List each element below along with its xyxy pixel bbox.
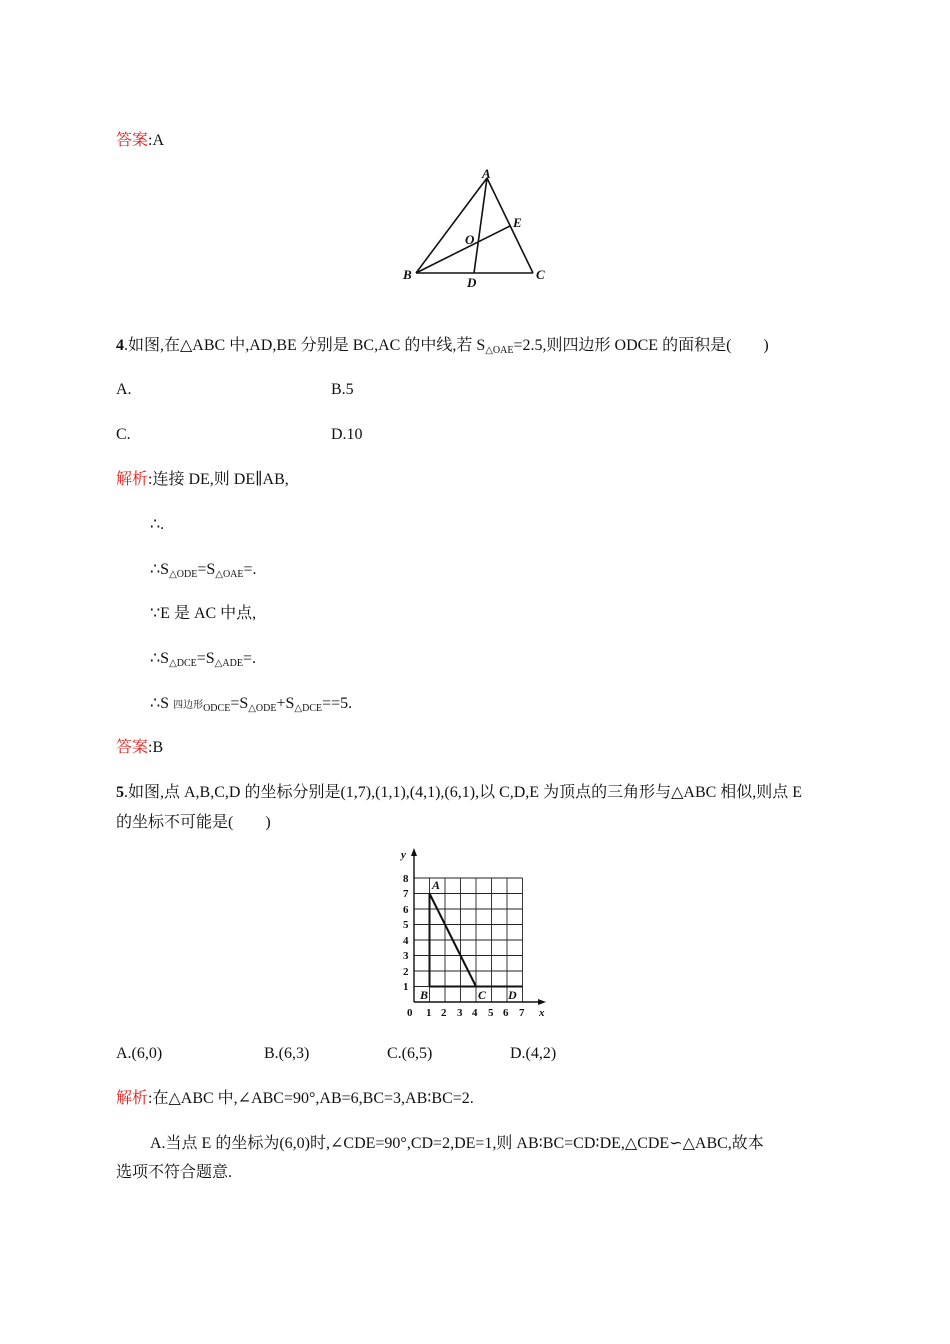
- q4-option-b: B.5: [331, 381, 354, 398]
- q5-option-b: B.(6,3): [264, 1045, 310, 1062]
- q5-stem-line-2: 的坐标不可能是( ): [116, 814, 271, 831]
- q4-text-a: .如图,在△ABC 中,AD,BE 分别是 BC,AC 的中线,若 S: [124, 337, 486, 354]
- y-tick-7: 7: [403, 888, 409, 900]
- label-o: O: [465, 232, 475, 247]
- point-d-label: D: [508, 988, 517, 1002]
- label-a: A: [482, 166, 491, 181]
- y-tick-6: 6: [403, 904, 409, 916]
- y-tick-1: 1: [403, 981, 409, 993]
- label-e: E: [513, 215, 522, 230]
- median-be: [416, 226, 510, 273]
- y-axis-label: y: [401, 849, 406, 861]
- y-tick-8: 8: [403, 873, 409, 885]
- q5-option-d: D.(4,2): [510, 1045, 557, 1062]
- origin-label: 0: [407, 1007, 413, 1019]
- answer-value: :A: [148, 132, 165, 149]
- x-tick-2: 2: [441, 1007, 447, 1019]
- label-d: D: [467, 275, 477, 290]
- x-tick-7: 7: [519, 1007, 525, 1019]
- q4-solution-line-2: $\therefore S_{\triangle ODE}=S_{\triangle OAE}=$.: [150, 561, 257, 580]
- grid-figure: [394, 844, 554, 1022]
- q4-text-b: =2.5,则四边形 ODCE 的面积是( ): [513, 337, 769, 354]
- y-tick-3: 3: [403, 950, 409, 962]
- q4-answer: [116, 738, 163, 758]
- x-tick-6: 6: [503, 1007, 509, 1019]
- x-axis-label: x: [539, 1007, 545, 1019]
- answer-label: 答案: [116, 739, 149, 756]
- point-b-label: B: [420, 988, 429, 1002]
- q4-option-a: A.: [116, 381, 132, 398]
- q5-option-c: C.(6,5): [387, 1045, 433, 1062]
- y-tick-2: 2: [403, 966, 409, 978]
- q4-solution-line-5: ∴S 四边形$_{ODCE}=S_{\triangle ODE}+S_{\triangle DCE}==5$.: [150, 695, 353, 714]
- q4-stem: [116, 336, 769, 361]
- x-tick-1: 1: [426, 1007, 432, 1019]
- q4-solution-line-4: $\therefore S_{\triangle DCE}=S_{\triangle ADE}=$.: [150, 650, 256, 669]
- q5-solution-a-line-2: 选项不符合题意.: [116, 1164, 233, 1181]
- x-tick-5: 5: [488, 1007, 494, 1019]
- solution-intro-text: :连接 DE,则 DE∥AB,: [148, 471, 289, 488]
- triangle-figure: [398, 166, 554, 292]
- label-c: C: [536, 267, 545, 282]
- q5-solution-a-line-1: A.当点 E 的坐标为(6,0)时,∠CDE=90°,CD=2,DE=1,则 AB∶BC=CD∶DE,△CDE∽△ABC,故本: [150, 1135, 764, 1152]
- q5-solution-intro: [116, 1089, 474, 1109]
- q5-stem-line-1: [116, 783, 802, 803]
- x-tick-3: 3: [457, 1007, 463, 1019]
- q4-number: 4: [116, 337, 124, 354]
- q4-option-c: C.: [116, 426, 131, 443]
- side-ac: [487, 178, 533, 273]
- label-b: B: [403, 267, 412, 282]
- answer-value: :B: [148, 739, 164, 756]
- solution-intro-text: :在△ABC 中,∠ABC=90°,AB=6,BC=3,AB∶BC=2.: [148, 1090, 474, 1107]
- prev-answer: [116, 131, 164, 151]
- q4-solution-line-3: ∵E 是 AC 中点,: [150, 605, 257, 622]
- q5-number: 5: [116, 784, 124, 801]
- x-axis-arrow: [538, 999, 546, 1005]
- q5-option-a: A.(6,0): [116, 1045, 163, 1062]
- q4-solution-intro: [116, 470, 289, 490]
- q4-solution-line-1: ∴.: [150, 516, 165, 533]
- q5-text-1: .如图,点 A,B,C,D 的坐标分别是(1,7),(1,1),(4,1),(6,1),以 C,D,E 为顶点的三角形与△ABC 相似,则点 E: [124, 784, 803, 801]
- x-tick-4: 4: [472, 1007, 478, 1019]
- solution-label: 解析: [116, 1090, 149, 1107]
- point-c-label: C: [478, 988, 487, 1002]
- y-tick-5: 5: [403, 919, 409, 931]
- q4-sub: △OAE: [485, 345, 514, 356]
- answer-label: 答案: [116, 132, 149, 149]
- y-axis-arrow: [411, 848, 417, 856]
- y-tick-4: 4: [403, 935, 409, 947]
- q4-option-d: D.10: [331, 426, 363, 443]
- solution-label: 解析: [116, 471, 149, 488]
- point-a-label: A: [432, 878, 441, 892]
